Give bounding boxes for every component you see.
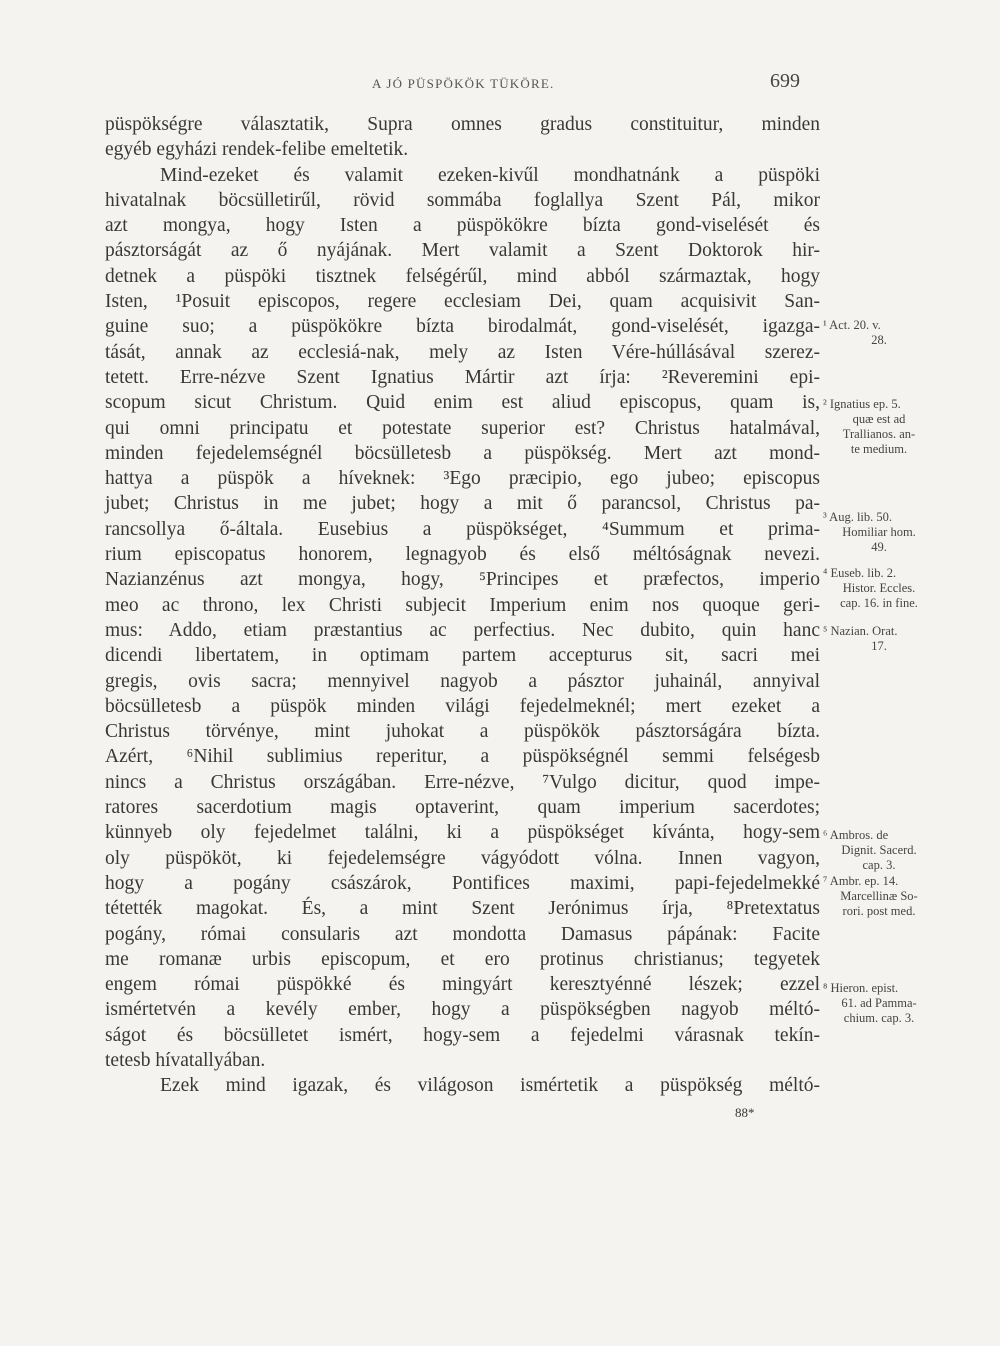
margin-note-line: Dignit. Sacerd.	[841, 843, 917, 857]
margin-note-line: Trallianos. an-	[842, 427, 916, 441]
text-line: böcsülletesb a püspök minden világi fejedelmeknél; mert ezeket a	[105, 695, 820, 717]
text-line: me romanæ urbis episcopum, et ero protinus christianus; tegyetek	[105, 948, 820, 970]
text-line: hattya a püspök a híveknek: ³Ego præcipio, ego jubeo; episcopus	[105, 468, 820, 490]
margin-note-line: 61. ad Pamma-	[841, 996, 917, 1010]
text-line: Isten, ¹Posuit episcopos, regere ecclesiam Dei, quam acquisivit San-	[105, 291, 820, 313]
margin-note-line: ¹ Act. 20. v.	[823, 318, 881, 332]
text-line: tását, annak az ecclesiá-nak, mely az Isten Vére-húllásával szerez-	[105, 341, 820, 363]
text-line: oly püspököt, ki fejedelemségre vágyódott vólna. Innen vagyon,	[105, 847, 820, 869]
page-number: 699	[770, 70, 800, 92]
main-text	[105, 112, 820, 1121]
margin-note-line: 28.	[871, 333, 887, 347]
margin-note-line: rori. post med.	[842, 904, 916, 918]
margin-note-line: 49.	[871, 540, 887, 554]
margin-note	[823, 981, 935, 1026]
text-line: engem római püspökké és mingyárt keresztyénné lészek; ezzel	[105, 974, 820, 996]
running-header	[0, 70, 1000, 96]
margin-note	[823, 874, 935, 919]
text-line: ságot és böcsülletet ismért, hogy-sem a fejedelmi várasnak tekín-	[105, 1024, 820, 1046]
margin-note-line: ³ Aug. lib. 50.	[823, 510, 893, 524]
text-line: ratores sacerdotium magis optaverint, quam imperium sacerdotes;	[105, 797, 820, 819]
text-line: pásztorságát az ő nyájának. Mert valamit a Szent Doktorok hir-	[105, 240, 820, 262]
margin-note	[823, 318, 935, 348]
margin-note-line: cap. 16. in fine.	[840, 596, 918, 610]
text-line: Azért, ⁶Nihil sublimius reperitur, a püspökségnél semmi felségesb	[105, 746, 820, 768]
margin-note-line: ⁸ Hieron. epist.	[823, 981, 899, 995]
text-line: tetesb hívatallyában.	[105, 1049, 266, 1071]
text-line: gregis, ovis sacra; mennyivel nagyob a pásztor juhainál, annyival	[105, 670, 820, 692]
margin-note	[823, 828, 935, 873]
margin-note-line: Marcellinæ So-	[840, 889, 918, 903]
margin-note	[823, 624, 935, 654]
text-line: Mind-ezeket és valamit ezeken-kivűl mondhatnánk a püspöki	[160, 164, 820, 186]
text-line: tetett. Erre-nézve Szent Ignatius Mártir azt írja: ²Reveremini epi-	[105, 366, 820, 388]
margin-note-line: ⁷ Ambr. ep. 14.	[823, 874, 899, 888]
margin-note-line: cap. 3.	[862, 858, 896, 872]
text-line: Christus törvénye, mint juhokat a püspökök pásztorságára bízta.	[105, 721, 820, 743]
margin-note	[823, 510, 935, 555]
margin-note-line: chium. cap. 3.	[843, 1011, 915, 1025]
text-line: egyéb egyházi rendek-felibe emeltetik.	[105, 139, 409, 161]
text-line: jubet; Christus in me jubet; hogy a mit ő parancsol, Christus pa-	[105, 493, 820, 515]
margin-note-line: ⁶ Ambros. de	[823, 828, 889, 842]
margin-note-line: 17.	[871, 639, 887, 653]
running-title: A JÓ PÜSPÖKÖK TÜKÖRE.	[372, 76, 555, 91]
margin-note-line: te medium.	[850, 442, 908, 456]
text-line: künnyeb oly fejedelmet találni, ki a püspökséget kívánta, hogy-sem	[105, 822, 820, 844]
text-line: rancsollya ő-általa. Eusebius a püspökséget, ⁴Summum et prima-	[105, 518, 820, 540]
margin-note-line: Homiliar hom.	[842, 525, 916, 539]
text-line: hogy a pogány császárok, Pontifices maximi, papi-fejedelmekké	[105, 872, 820, 894]
margin-note	[823, 566, 935, 611]
text-line: nincs a Christus országában. Erre-nézve, ⁷Vulgo dicitur, quod impe-	[105, 771, 820, 793]
margin-note-line: quæ est ad	[852, 412, 906, 426]
text-line: azt mongya, hogy Isten a püspökökre bízta gond-viselését és	[105, 215, 820, 237]
text-line: mus: Addo, etiam præstantius ac perfectius. Nec dubito, quin hanc	[105, 619, 820, 641]
text-line: pogány, római consularis azt mondotta Damasus pápának: Facite	[105, 923, 820, 945]
text-line: scopum sicut Christum. Quid enim est aliud episcopus, quam is,	[105, 392, 820, 414]
margin-note-line: ² Ignatius ep. 5.	[823, 397, 901, 411]
margin-note-line: Histor. Eccles.	[842, 581, 916, 595]
text-line: detnek a püspöki tisztnek felségérűl, mind abból származtak, hogy	[105, 265, 820, 287]
text-line: püspökségre választatik, Supra omnes gradus constituitur, minden	[105, 114, 820, 135]
text-line: minden fejedelemségnél böcsülletesb a püspökség. Mert azt mond-	[105, 442, 820, 464]
text-line: ismértetvén a kevély ember, hogy a püspökségben nagyob méltó-	[105, 999, 820, 1021]
margin-note	[823, 397, 935, 457]
text-line: dicendi libertatem, in optimam partem accepturus sit, sacri mei	[105, 645, 820, 667]
text-line: tétették magokat. És, a mint Szent Jerónimus írja, ⁸Pretextatus	[105, 898, 820, 920]
signature-mark: 88*	[735, 1104, 755, 1120]
margin-note-line: ⁵ Nazian. Orat.	[823, 624, 898, 638]
text-line: hivatalnak böcsülletirűl, rövid sommába foglallya Szent Pál, mikor	[105, 189, 820, 211]
text-line: rium episcopatus honorem, legnagyob és első méltóságnak nevezi.	[105, 544, 820, 566]
text-line: guine suo; a püspökökre bízta birodalmát, gond-viselését, igazga-	[105, 316, 820, 338]
text-line: Nazianzénus azt mongya, hogy, ⁵Principes et præfectos, imperio	[105, 569, 820, 591]
text-line: qui omni principatu et potestate superior est? Christus hatalmával,	[105, 417, 820, 439]
margin-note-line: ⁴ Euseb. lib. 2.	[823, 566, 897, 580]
text-line: Ezek mind igazak, és világoson ismértetik a püspökség méltó-	[160, 1075, 820, 1097]
text-line: meo ac throno, lex Christi subjecit Imperium enim nos quoque geri-	[105, 594, 820, 616]
